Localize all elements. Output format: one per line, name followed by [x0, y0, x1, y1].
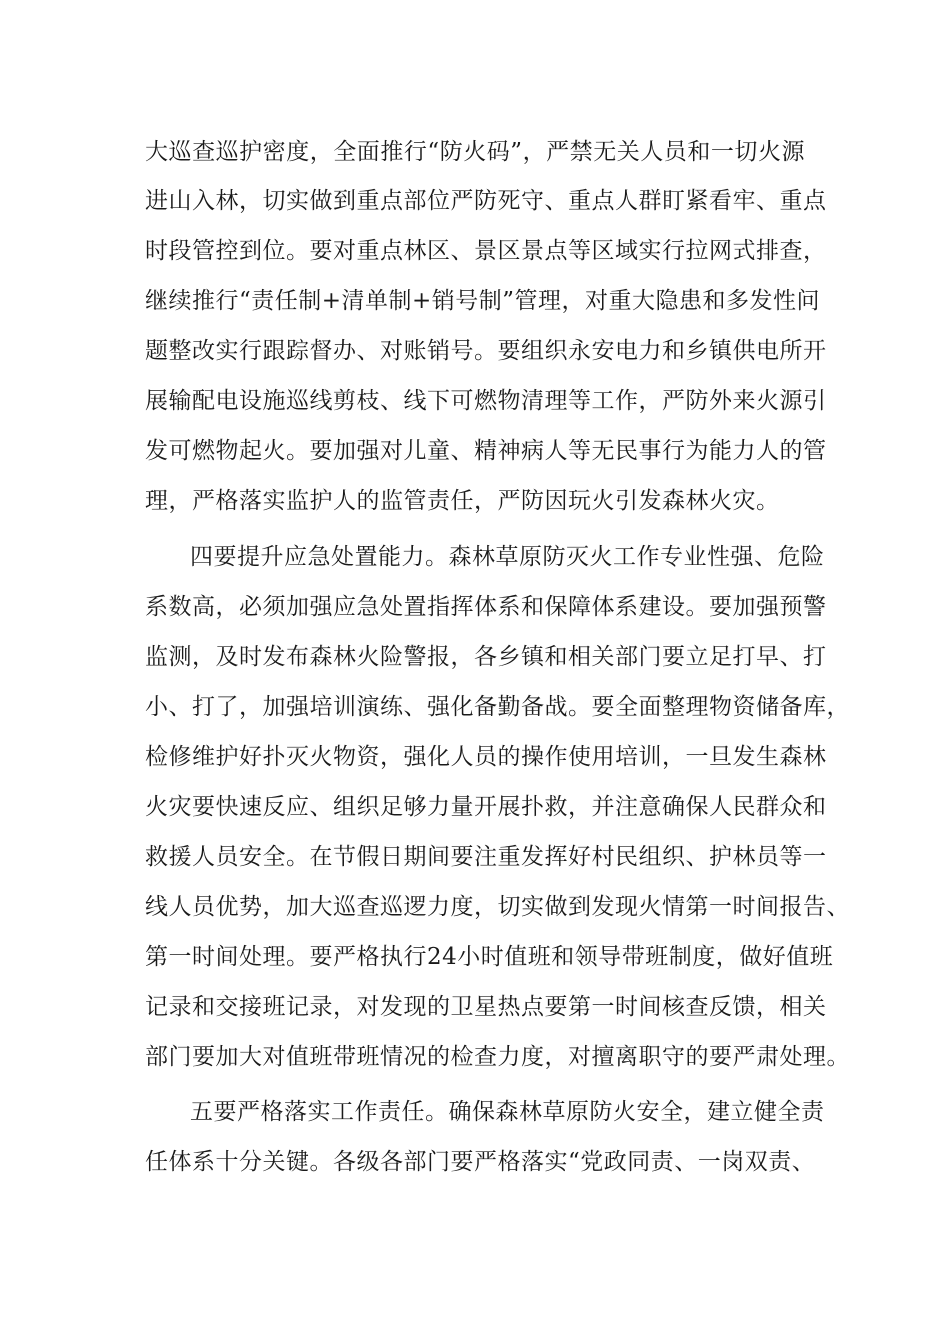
text-line: 系数高，必须加强应急处置指挥体系和保障体系建设。要加强预警: [145, 594, 827, 620]
text-line: 救援人员安全。在节假日期间要注重发挥好村民组织、护林员等一: [145, 844, 827, 870]
text-line: 线人员优势，加大巡查巡逻力度，切实做到发现火情第一时间报告、: [145, 894, 850, 920]
text-line: 第一时间处理。要严格执行24小时值班和领导带班制度，做好值班: [145, 944, 834, 970]
text-line: 任体系十分关键。各级各部门要严格落实“党政同责、一岗双责、: [145, 1149, 816, 1175]
text-line: 进山入林，切实做到重点部位严防死守、重点人群盯紧看牢、重点: [145, 188, 827, 214]
text-line: 火灾要快速反应、组织足够力量开展扑救，并注意确保人民群众和: [145, 794, 827, 820]
paragraph-first-line: 四要提升应急处置能力。森林草原防灭火工作专业性强、危险: [190, 544, 825, 570]
text-line: 大巡查巡护密度，全面推行“防火码”，严禁无关人员和一切火源: [145, 139, 805, 165]
text-line: 监测，及时发布森林火险警报，各乡镇和相关部门要立足打早、打: [145, 644, 827, 670]
text-line: 记录和交接班记录，对发现的卫星热点要第一时间核查反馈，相关: [145, 994, 827, 1020]
text-line: 检修维护好扑灭火物资，强化人员的操作使用培训，一旦发生森林: [145, 744, 827, 770]
text-line: 题整改实行跟踪督办、对账销号。要组织永安电力和乡镇供电所开: [145, 338, 827, 364]
text-line: 部门要加大对值班带班情况的检查力度，对擅离职守的要严肃处理。: [145, 1044, 850, 1070]
text-line: 时段管控到位。要对重点林区、景区景点等区域实行拉网式排查，: [145, 238, 827, 264]
text-line: 展输配电设施巡线剪枝、线下可燃物清理等工作，严防外来火源引: [145, 388, 827, 414]
text-line: 继续推行“责任制+清单制+销号制”管理，对重大隐患和多发性问: [145, 288, 821, 314]
text-line: 小、打了，加强培训演练、强化备勤备战。要全面整理物资储备库，: [145, 694, 850, 720]
text-line: 发可燃物起火。要加强对儿童、精神病人等无民事行为能力人的管: [145, 438, 827, 464]
text-line: 理，严格落实监护人的监管责任，严防因玩火引发森林火灾。: [145, 488, 780, 514]
paragraph-first-line: 五要严格落实工作责任。确保森林草原防火安全，建立健全责: [190, 1099, 825, 1125]
